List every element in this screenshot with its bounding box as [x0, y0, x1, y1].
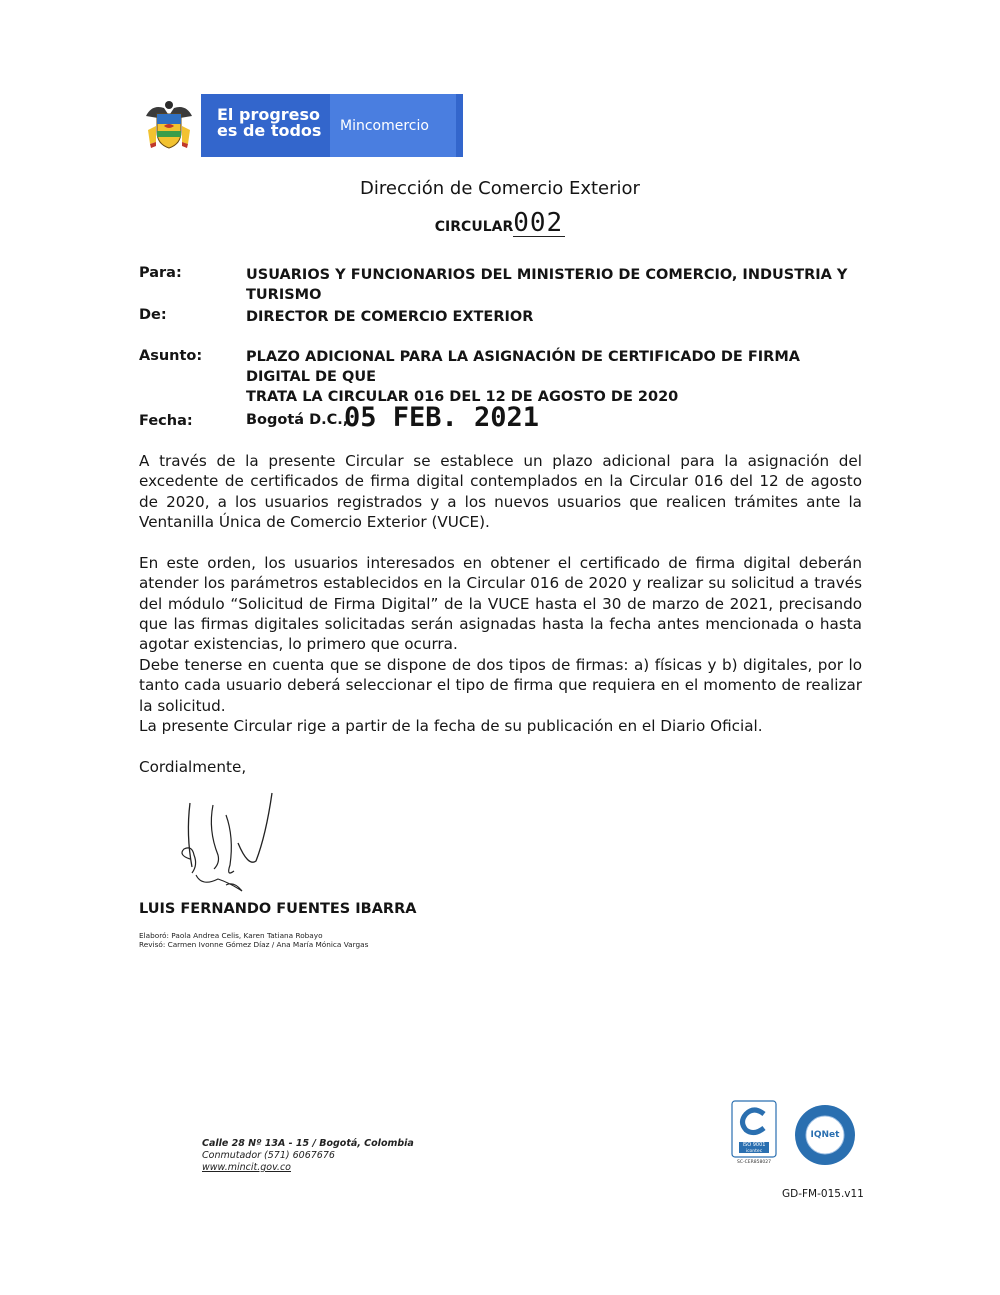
signer-name: LUIS FERNANDO FUENTES IBARRA: [139, 901, 417, 917]
reviso-line: Revisó: Carmen Ivonne Gómez Díaz / Ana María Mónica Vargas: [139, 940, 369, 949]
icontec-iso-text: ISO 9001: [742, 1142, 766, 1148]
coat-of-arms-logo: [138, 94, 200, 157]
icontec-code: SC-CER858027: [737, 1160, 771, 1165]
phone-line: Conmutador (571) 6067676: [202, 1150, 335, 1161]
brand-name: Mincomercio: [340, 118, 429, 134]
iqnet-text: IQNet: [810, 1130, 840, 1140]
icontec-name-text: icontec: [745, 1149, 763, 1154]
asunto-label: Asunto:: [139, 348, 203, 364]
handwritten-signature: [168, 785, 288, 895]
body-paragraph-1: A través de la presente Circular se establece un plazo adicional para la asignación del excedente de certificados de firma digital contemplados en la Circular 016 del 12 de agosto de 2020, a los usuarios registrados y a los nuevos usuarios que realicen trámites ante la Ventanilla Única de Comercio Exterior (VUCE).: [139, 452, 862, 531]
iqnet-certification-logo: [794, 1104, 856, 1166]
icontec-certification-logo: [731, 1100, 777, 1180]
asunto-value: [246, 347, 866, 407]
circular-label: CIRCULAR: [434, 219, 514, 235]
fecha-place: Bogotá D.C.,: [246, 412, 349, 428]
de-label: De:: [139, 307, 167, 323]
para-value: USUARIOS Y FUNCIONARIOS DEL MINISTERIO DE COMERCIO, INDUSTRIA Y TURISMO: [246, 267, 848, 303]
form-code: GD-FM-015.v11: [782, 1188, 864, 1200]
elaboro-line: Elaboró: Paola Andrea Celis, Karen Tatiana Robayo: [139, 931, 323, 940]
body-paragraph-2: En este orden, los usuarios interesados en obtener el certificado de firma digital deberán atender los parámetros establecidos en la Circular 016 de 2020 y realizar su solicitud a través del módulo “Solicitud de Firma Digital” de la VUCE hasta el 30 de marzo de 2021, precisando que las firmas digitales solicitadas serán asignadas hasta la fecha antes mencionada o hasta agotar existencias, lo primero que ocurra.: [139, 554, 862, 654]
footer-address: [202, 1138, 414, 1174]
circular-number-line: [0, 210, 1000, 237]
closing: Cordialmente,: [139, 758, 247, 776]
document-heading: Dirección de Comercio Exterior: [360, 178, 640, 199]
asunto-line-2: TRATA LA CIRCULAR 016 DEL 12 DE AGOSTO DE 2020: [246, 389, 679, 405]
fecha-label: Fecha:: [139, 413, 193, 429]
slogan-line-1: El progreso: [217, 105, 321, 124]
asunto-line-1: PLAZO ADICIONAL PARA LA ASIGNACIÓN DE CERTIFICADO DE FIRMA DIGITAL DE QUE: [246, 349, 800, 385]
body-paragraph-3: Debe tenerse en cuenta que se dispone de dos tipos de firmas: a) físicas y b) digitales, por lo tanto cada usuario deberá seleccionar el tipo de firma que requiera en el momento de realizar la solicitud.: [139, 656, 862, 715]
date-stamp: 05 FEB. 2021: [344, 402, 540, 433]
body-paragraph-4: La presente Circular rige a partir de la fecha de su publicación en el Diario Oficial.: [139, 717, 763, 735]
address-line: Calle 28 Nº 13A - 15 / Bogotá, Colombia: [202, 1138, 414, 1149]
para-label: Para:: [139, 265, 182, 281]
circular-number: 002: [513, 208, 564, 238]
de-value: DIRECTOR DE COMERCIO EXTERIOR: [246, 309, 534, 325]
slogan-text: [217, 107, 321, 139]
website-link[interactable]: www.mincit.gov.co: [202, 1162, 291, 1173]
header-banner: [138, 94, 458, 157]
slogan-line-2: es de todos: [217, 121, 322, 140]
